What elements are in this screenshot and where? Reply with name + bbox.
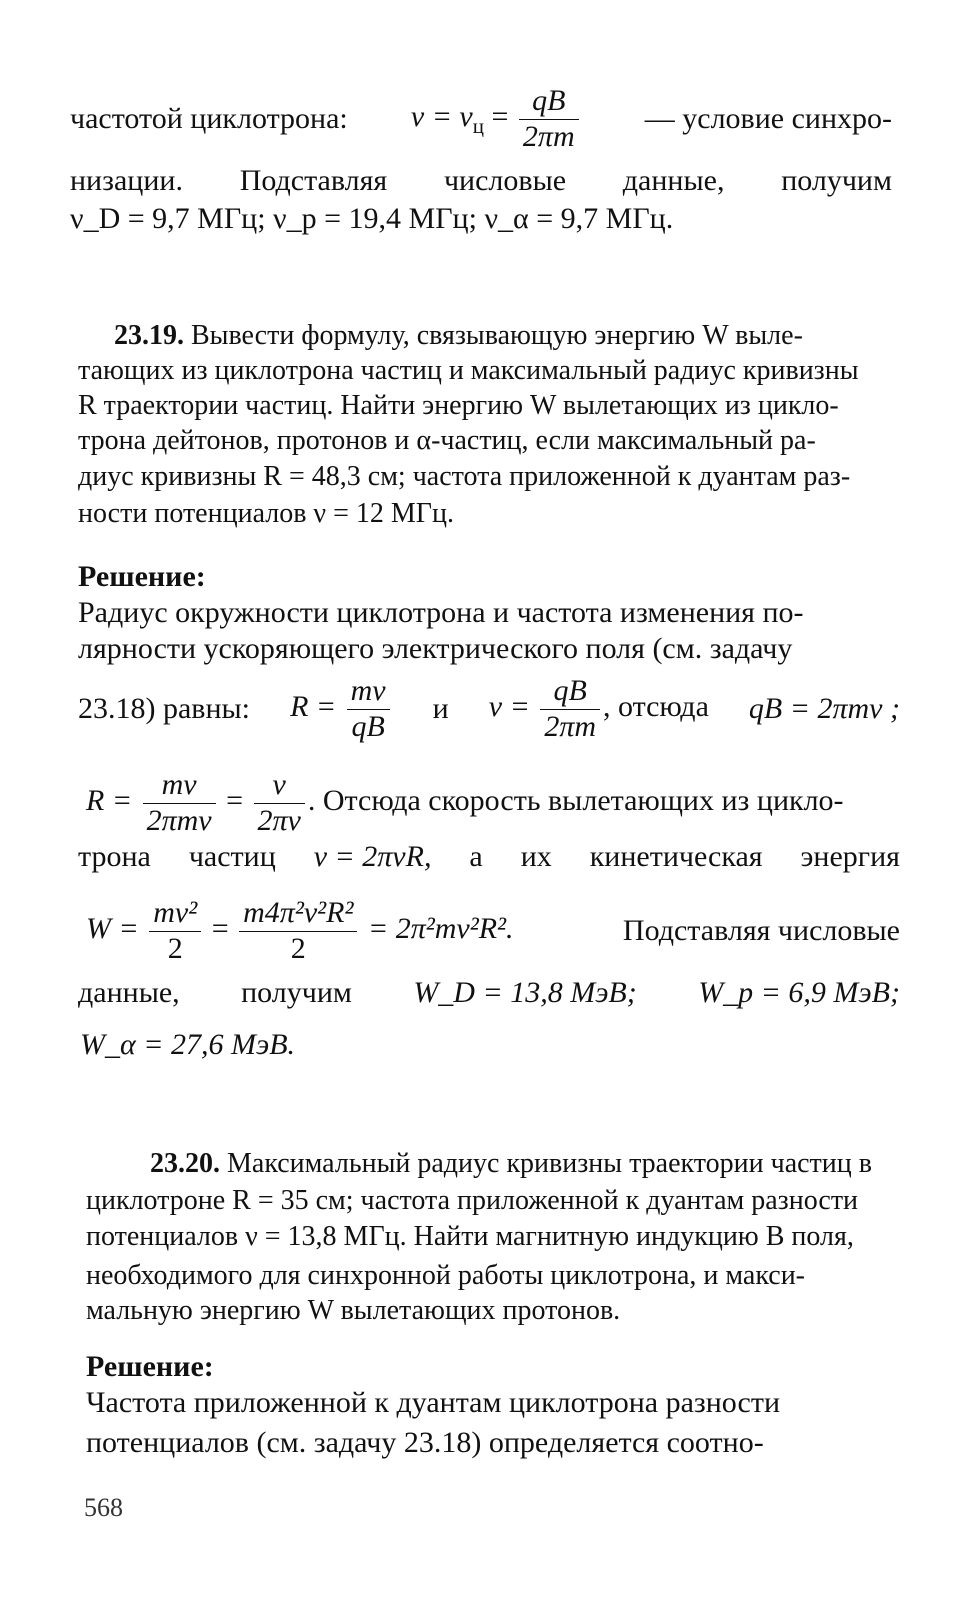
solution1-line-4: R = $\frac{mv}{\text{2πmν}}$ = $\frac{v}{2\pi\nu}$ . Отсюда скорость вылетающих из цикло- [86, 768, 844, 837]
problem-23-19-line-4: трона дейтонов, протонов и α-частиц, если максимальный ра- [78, 425, 816, 456]
problem-number: 23.20. [150, 1148, 220, 1179]
top-line-2: низации. Подставляя числовые данные, получим [70, 164, 892, 197]
problem-23-19-line-6: ности потенциалов ν = 12 МГц. [78, 498, 454, 529]
solution-heading: Решение: [86, 1350, 214, 1383]
problem-number: 23.19. [114, 320, 184, 351]
top-line-3: ν_D = 9,7 МГц; ν_p = 19,4 МГц; ν_α = 9,7 МГц. [70, 202, 674, 235]
top-line1-tail: — условие синхро- [644, 102, 892, 135]
solution1-line-8: W_α = 27,6 МэВ. [80, 1028, 296, 1061]
solution-heading: Решение: [78, 560, 206, 593]
problem-23-19-line-5: диус кривизны R = 48,3 см; частота приложенной к дуантам раз- [78, 461, 851, 492]
fraction: $\frac{qB}{2\pi m}$ [540, 674, 600, 744]
fraction: $\frac{mv}{\text{2πmν}}$ [143, 768, 216, 838]
solution1-line-7: данные, получим W_D = 13,8 МэВ; W_p = 6,9 МэВ; [78, 976, 900, 1009]
problem-23-20-line-4: необходимого для синхронной работы циклотрона, и макси- [86, 1260, 806, 1291]
problem-23-20-line-1: 23.20. Максимальный радиус кривизны траектории частиц в [150, 1148, 872, 1179]
fraction: $\frac{mv}{qB}$ [347, 674, 390, 744]
fraction: $\frac{\text{mv²}}{2}$ [149, 896, 201, 966]
formula-frequency: ν = $\frac{qB}{2\pi m}$ , отсюда [488, 674, 709, 743]
solution2-line-1: Частота приложенной к дуантам циклотрона разности [86, 1386, 781, 1419]
solution1-line-1: Радиус окружности циклотрона и частота изменения по- [78, 596, 804, 629]
solution1-line-2: лярности ускоряющего электрического поля (см. задачу [78, 632, 793, 665]
solution1-line-6: W = $\frac{\text{mv²}}{2}$ = $\frac{\text{m4π²ν²R²}}{2}$ = 2π²mν²R². Подставляя числовые [86, 896, 900, 965]
problem-23-20-line-2: циклотроне R = 35 см; частота приложенной к дуантам разности [86, 1185, 859, 1216]
page-number: 568 [84, 1493, 123, 1522]
top-line1-text: частотой циклотрона: [70, 102, 348, 135]
formula-sync-condition: $\nu = \nu_ц$ = $\frac{qB}{2\pi m}$ [411, 84, 582, 154]
problem-23-19-line-1: 23.19. Вывести формулу, связывающую энергию W выле- [114, 320, 803, 351]
formula-radius: R = $\frac{mv}{qB}$ [290, 674, 393, 744]
problem-23-19-line-3: R траектории частиц. Найти энергию W вылетающих из цикло- [78, 390, 839, 421]
solution1-line-3: 23.18) равны: R = $\frac{mv}{qB}$ и ν = $\frac{qB}{2\pi m}$ , отсюда qB = 2πmν ; [78, 674, 900, 743]
solution1-line-5: трона частиц v = 2πνR, а их кинетическая энергия [78, 840, 900, 873]
problem-23-19-line-2: тающих из циклотрона частиц и максимальный радиус кривизны [78, 355, 859, 386]
formula-energy: W = $\frac{\text{mv²}}{2}$ = $\frac{\text{m4π²ν²R²}}{2}$ = 2π²mν²R². [86, 896, 514, 965]
problem-23-20-line-3: потенциалов ν = 13,8 МГц. Найти магнитную индукцию B поля, [86, 1221, 854, 1252]
fraction: $\frac{qB}{2\pi m}$ [519, 84, 579, 154]
solution2-line-2: потенциалов (см. задачу 23.18) определяется соотно- [86, 1426, 764, 1459]
fraction: $\frac{\text{m4π²ν²R²}}{2}$ [239, 896, 357, 966]
problem-23-20-line-5: мальную энергию W вылетающих протонов. [86, 1295, 621, 1326]
top-line-1 [70, 84, 892, 154]
fraction: $\frac{v}{2\pi\nu}$ [254, 768, 305, 838]
